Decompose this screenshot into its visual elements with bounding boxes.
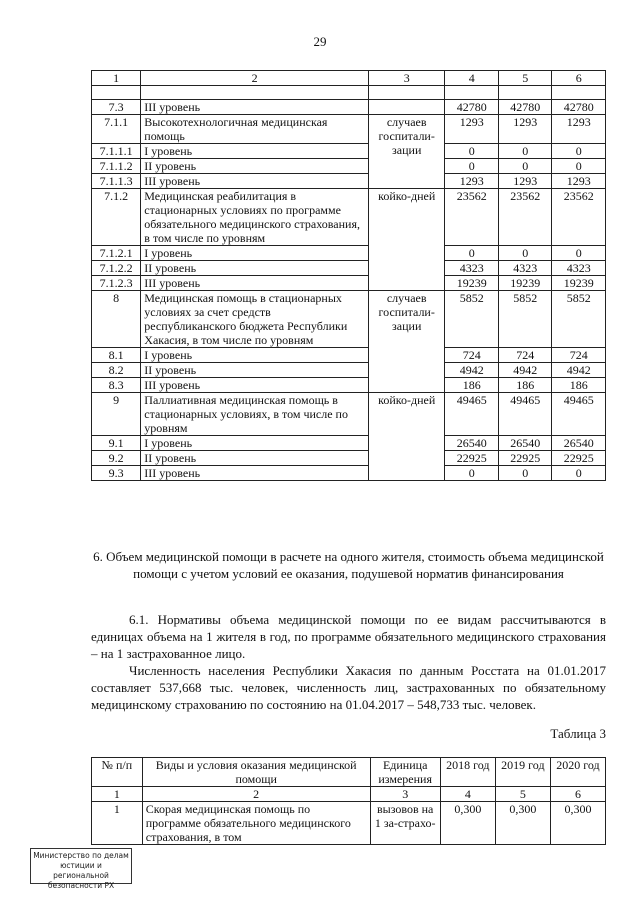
row-value: 0 [498, 159, 551, 174]
row-value: 19239 [552, 276, 606, 291]
row-name: III уровень [141, 378, 369, 393]
row-value: 49465 [552, 393, 606, 436]
row-value: 1293 [498, 115, 551, 144]
row-value: 4323 [445, 261, 498, 276]
row-value: 0 [552, 159, 606, 174]
table-row [92, 378, 606, 393]
row-name: III уровень [141, 276, 369, 291]
header-cell: Виды и условия оказания медицинской помощи [142, 758, 370, 787]
table-row [92, 100, 606, 115]
page-number: 29 [313, 34, 327, 49]
row-value [498, 86, 551, 100]
row-value: 0 [498, 246, 551, 261]
column-number-row [92, 71, 606, 86]
table-norms-continued [91, 70, 606, 481]
row-value: 4323 [552, 261, 606, 276]
row-number: 9.2 [92, 451, 141, 466]
row-value: 4323 [498, 261, 551, 276]
row-value: 23562 [552, 189, 606, 246]
table-row [92, 189, 606, 246]
row-number: 7.1.1 [92, 115, 141, 144]
row-number: 1 [92, 802, 143, 845]
row-value: 49465 [498, 393, 551, 436]
row-name: Высокотехнологичная медицинская помощь [141, 115, 369, 144]
row-value: 0 [498, 466, 551, 481]
table-3 [91, 757, 606, 845]
table-row [92, 393, 606, 436]
row-value: 0 [552, 466, 606, 481]
row-value: 22925 [498, 451, 551, 466]
row-number: 7.1.1.3 [92, 174, 141, 189]
row-number: 9.3 [92, 466, 141, 481]
row-name: I уровень [141, 144, 369, 159]
row-value: 0 [445, 466, 498, 481]
column-number: 3 [368, 71, 445, 86]
row-value: 49465 [445, 393, 498, 436]
row-number [92, 86, 141, 100]
table-row [92, 159, 606, 174]
row-name: II уровень [141, 159, 369, 174]
header-cell: 2019 год [495, 758, 550, 787]
table-row [92, 144, 606, 159]
row-value: 42780 [445, 100, 498, 115]
row-value: 1293 [445, 115, 498, 144]
row-number: 7.1.2.1 [92, 246, 141, 261]
row-number: 7.1.2.3 [92, 276, 141, 291]
row-name: II уровень [141, 363, 369, 378]
row-value: 0 [445, 144, 498, 159]
row-value: 22925 [445, 451, 498, 466]
row-value: 1293 [498, 174, 551, 189]
row-number: 8.3 [92, 378, 141, 393]
row-value: 42780 [498, 100, 551, 115]
row-value: 19239 [445, 276, 498, 291]
row-value: 724 [498, 348, 551, 363]
column-number: 5 [495, 787, 550, 802]
row-value: 19239 [498, 276, 551, 291]
column-number: 6 [552, 71, 606, 86]
column-number: 2 [141, 71, 369, 86]
row-value: 186 [498, 378, 551, 393]
column-number: 5 [498, 71, 551, 86]
row-name: Паллиативная медицинская помощь в стационарных условиях, в том числе по уровням [141, 393, 369, 436]
column-number: 1 [92, 71, 141, 86]
row-value: 5852 [552, 291, 606, 348]
row-value: 0,300 [495, 802, 550, 845]
row-value: 23562 [498, 189, 551, 246]
row-value: 0,300 [550, 802, 605, 845]
row-value: 26540 [445, 436, 498, 451]
table-row [92, 246, 606, 261]
row-unit: койко-дней [368, 189, 445, 291]
row-name: II уровень [141, 451, 369, 466]
table-row [92, 86, 606, 100]
table-row [92, 348, 606, 363]
table-3-label: Таблица 3 [550, 726, 606, 741]
table-row [92, 363, 606, 378]
row-value: 724 [552, 348, 606, 363]
table-row [92, 802, 606, 845]
column-number: 3 [370, 787, 440, 802]
row-name: Скорая медицинская помощь по программе обязательного медицинского страхования, в том [142, 802, 370, 845]
row-value: 0 [445, 159, 498, 174]
header-cell: № п/п [92, 758, 143, 787]
row-name: II уровень [141, 261, 369, 276]
row-value: 4942 [552, 363, 606, 378]
column-number-row [92, 787, 606, 802]
row-value: 0,300 [440, 802, 495, 845]
row-unit: случаев госпитали-зации [368, 115, 445, 189]
row-name: III уровень [141, 100, 369, 115]
row-value: 1293 [552, 115, 606, 144]
header-cell: Единица измерения [370, 758, 440, 787]
row-value: 0 [552, 144, 606, 159]
header-cell: 2018 год [440, 758, 495, 787]
section-heading: 6. Объем медицинской помощи в расчете на одного жителя, стоимость объема медицинской помощи с учетом условий ее оказания, подушевой норматив финансирования [93, 549, 604, 581]
paragraph-population: Численность населения Республики Хакасия по данным Росстата на 01.01.2017 составляет 537,668 тыс. человек, численность лиц, застрахованных по обязательному медицинскому страхованию по состоянию на 01.04.2017 – 548,733 тыс. человек. [91, 663, 606, 712]
row-value: 42780 [552, 100, 606, 115]
table-row [92, 466, 606, 481]
row-value: 0 [552, 246, 606, 261]
row-name: I уровень [141, 348, 369, 363]
ministry-stamp: Министерство по делам юстиции и региональной безопасности РХ [30, 848, 132, 884]
row-unit [368, 100, 445, 115]
column-number: 4 [440, 787, 495, 802]
row-number: 7.3 [92, 100, 141, 115]
row-name: III уровень [141, 174, 369, 189]
row-value: 26540 [552, 436, 606, 451]
column-number: 1 [92, 787, 143, 802]
row-value: 4942 [498, 363, 551, 378]
table-row [92, 276, 606, 291]
table-row [92, 115, 606, 144]
table-header-row [92, 758, 606, 787]
column-number: 4 [445, 71, 498, 86]
row-value: 0 [498, 144, 551, 159]
row-value [445, 86, 498, 100]
row-value: 1293 [552, 174, 606, 189]
column-number: 2 [142, 787, 370, 802]
row-number: 7.1.1.2 [92, 159, 141, 174]
table-row [92, 291, 606, 348]
column-number: 6 [550, 787, 605, 802]
row-value: 5852 [498, 291, 551, 348]
row-value: 724 [445, 348, 498, 363]
header-cell: 2020 год [550, 758, 605, 787]
row-value [552, 86, 606, 100]
row-number: 8.2 [92, 363, 141, 378]
row-number: 8 [92, 291, 141, 348]
row-name: III уровень [141, 466, 369, 481]
row-number: 9 [92, 393, 141, 436]
row-name [141, 86, 369, 100]
table-row [92, 451, 606, 466]
row-value: 23562 [445, 189, 498, 246]
row-value: 26540 [498, 436, 551, 451]
row-number: 7.1.2 [92, 189, 141, 246]
row-value: 186 [552, 378, 606, 393]
table-row [92, 261, 606, 276]
row-unit: койко-дней [368, 393, 445, 481]
row-name: I уровень [141, 246, 369, 261]
row-number: 7.1.1.1 [92, 144, 141, 159]
row-unit: случаев госпитали-зации [368, 291, 445, 393]
row-unit [368, 86, 445, 100]
row-unit: вызовов на 1 за-страхо- [370, 802, 440, 845]
row-value: 186 [445, 378, 498, 393]
row-value: 4942 [445, 363, 498, 378]
row-number: 8.1 [92, 348, 141, 363]
row-value: 1293 [445, 174, 498, 189]
row-number: 9.1 [92, 436, 141, 451]
table-row [92, 174, 606, 189]
row-value: 5852 [445, 291, 498, 348]
row-number: 7.1.2.2 [92, 261, 141, 276]
row-name: I уровень [141, 436, 369, 451]
row-value: 0 [445, 246, 498, 261]
row-value: 22925 [552, 451, 606, 466]
row-name: Медицинская помощь в стационарных условиях за счет средств республиканского бюджета Республики Хакасия, в том числе по уровням [141, 291, 369, 348]
table-row [92, 436, 606, 451]
row-name: Медицинская реабилитация в стационарных условиях по программе обязательного медицинского страхования, в том числе по уровням [141, 189, 369, 246]
paragraph-6-1: 6.1. Нормативы объема медицинской помощи по ее видам рассчитываются в единицах объема на 1 жителя в год, по программе обязательного медицинского страхования – на 1 застрахованное лицо. [91, 612, 606, 661]
